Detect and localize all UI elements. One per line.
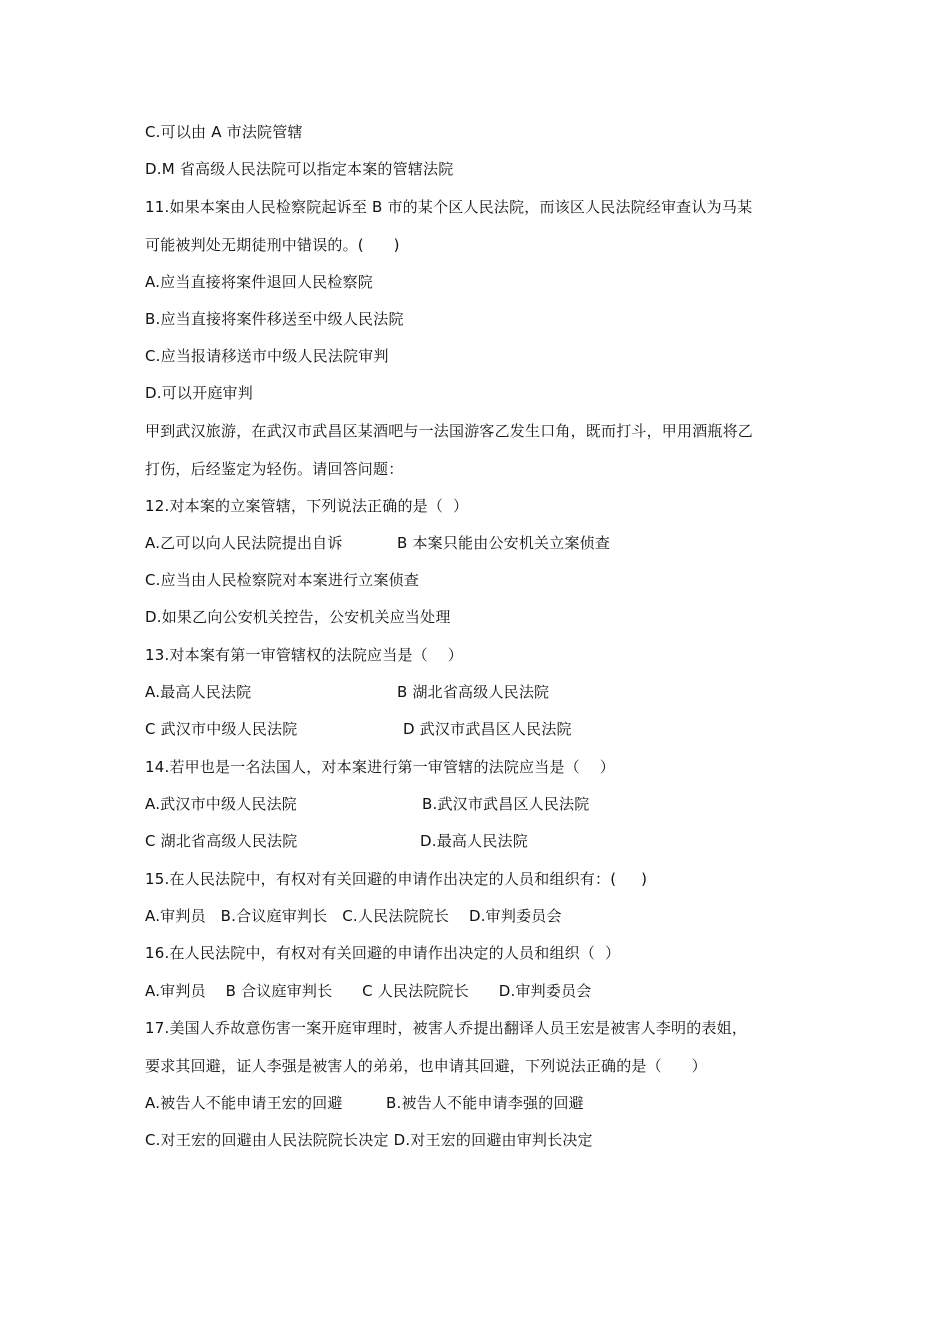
case-text-line: 甲到武汉旅游，在武汉市武昌区某酒吧与一法国游客乙发生口角，既而打斗，甲用酒瓶将乙 xyxy=(145,422,754,440)
option-text: B.武汉市武昌区人民法院 xyxy=(422,795,590,813)
option-line: A.应当直接将案件退回人民检察院 xyxy=(145,273,373,291)
option-text: A.乙可以向人民法院提出自诉 xyxy=(145,534,343,552)
option-text: A.最高人民法院 xyxy=(145,683,252,701)
option-text: B 本案只能由公安机关立案侦查 xyxy=(397,534,611,552)
option-text: D.最高人民法院 xyxy=(420,832,528,850)
question-line: 12.对本案的立案管辖，下列说法正确的是（ ） xyxy=(145,497,469,515)
question-line: 可能被判处无期徒刑中错误的。( ) xyxy=(145,236,400,254)
option-line: D.M 省高级人民法院可以指定本案的管辖法院 xyxy=(145,160,454,178)
question-line: 16.在人民法院中，有权对有关回避的申请作出决定的人员和组织（ ） xyxy=(145,944,621,962)
option-line: B.应当直接将案件移送至中级人民法院 xyxy=(145,310,404,328)
case-text-line: 打伤，后经鉴定为轻伤。请回答问题： xyxy=(145,460,404,478)
option-line: A.审判员 B.合议庭审判长 C.人民法院院长 D.审判委员会 xyxy=(145,907,562,925)
option-text: D 武汉市武昌区人民法院 xyxy=(403,720,572,738)
option-line: C.应当报请移送市中级人民法院审判 xyxy=(145,347,389,365)
option-text: B 湖北省高级人民法院 xyxy=(397,683,550,701)
option-line: A.审判员 B 合议庭审判长 C 人民法院院长 D.审判委员会 xyxy=(145,982,592,1000)
question-line: 15.在人民法院中，有权对有关回避的申请作出决定的人员和组织有：( ) xyxy=(145,870,648,888)
option-text: C 湖北省高级人民法院 xyxy=(145,832,298,850)
question-line: 要求其回避，证人李强是被害人的弟弟，也申请其回避，下列说法正确的是（ ） xyxy=(145,1057,707,1075)
question-line: 17.美国人乔故意伤害一案开庭审理时，被害人乔提出翻译人员王宏是被害人李明的表姐， xyxy=(145,1019,748,1037)
option-line: D.可以开庭审判 xyxy=(145,384,253,402)
option-text: C 武汉市中级人民法院 xyxy=(145,720,298,738)
question-line: 11.如果本案由人民检察院起诉至 B 市的某个区人民法院，而该区人民法院经审查认为马某 xyxy=(145,198,753,216)
option-line: C.对王宏的回避由人民法院院长决定 D.对王宏的回避由审判长决定 xyxy=(145,1131,593,1149)
option-line: C.应当由人民检察院对本案进行立案侦查 xyxy=(145,571,420,589)
option-text: A.武汉市中级人民法院 xyxy=(145,795,297,813)
option-line: D.如果乙向公安机关控告，公安机关应当处理 xyxy=(145,608,451,626)
option-text: B.被告人不能申请李强的回避 xyxy=(386,1094,584,1112)
option-text: A.被告人不能申请王宏的回避 xyxy=(145,1094,343,1112)
option-line: C.可以由 A 市法院管辖 xyxy=(145,123,303,141)
question-line: 14.若甲也是一名法国人，对本案进行第一审管辖的法院应当是（ ） xyxy=(145,758,615,776)
question-line: 13.对本案有第一审管辖权的法院应当是（ ） xyxy=(145,646,463,664)
